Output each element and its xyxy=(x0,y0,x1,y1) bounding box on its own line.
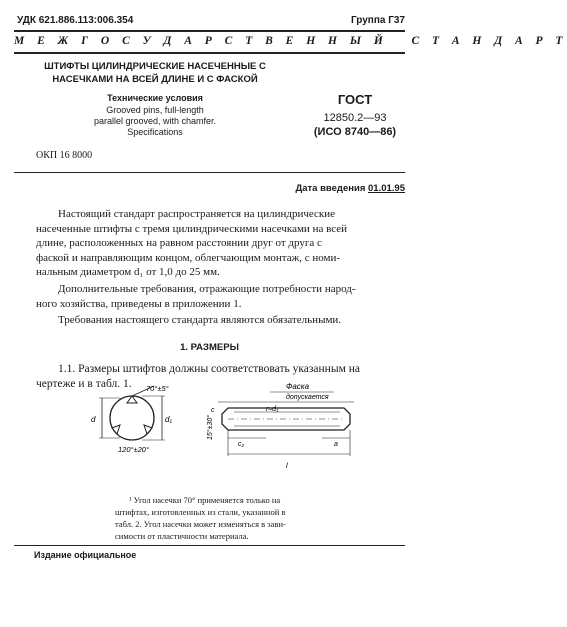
section-line-2: чертеже и в табл. 1. xyxy=(36,377,132,390)
footnote-line-4: симости от пластичности материала. xyxy=(115,531,249,541)
c2-label: c₂ xyxy=(238,441,245,448)
angle-label-top: 70°±5° xyxy=(146,384,169,393)
effective-date-label: Дата введения xyxy=(295,183,366,194)
subtitle: Технические условия xyxy=(107,93,203,103)
section-line-1: 1.1. Размеры штифтов должны соответствовать указанным на xyxy=(58,363,360,375)
c-label: c xyxy=(211,407,215,414)
intro-p2-line-2: ного хозяйства, приведены в приложении 1. xyxy=(36,297,242,310)
effective-date-value: 01.01.95 xyxy=(368,183,405,194)
footnote xyxy=(115,494,403,542)
header-rule-top xyxy=(14,30,405,32)
document-title xyxy=(20,60,290,86)
groove-notch-right xyxy=(144,425,152,434)
iso-number: (ИСО 8740—86) xyxy=(313,126,397,138)
intro-line-3: длине, расположенных на равном расстоянии друг от друга с xyxy=(36,237,322,249)
english-title xyxy=(20,105,290,138)
date-rule xyxy=(14,172,405,173)
group-code: Группа Г37 xyxy=(350,15,405,26)
footnote-line-2: штифтах, изготовленных из стали, указанной в xyxy=(115,507,286,517)
english-title-line-1: Grooved pins, full-length xyxy=(106,105,204,115)
cross-section-drawing xyxy=(84,382,194,462)
label-d: d xyxy=(91,415,96,424)
udk-code: УДК 621.886.113:006.354 xyxy=(17,15,134,26)
title-line-1: ШТИФТЫ ЦИЛИНДРИЧЕСКИЕ НАСЕЧЕННЫЕ С xyxy=(44,61,266,72)
intro-p2-line-1: Дополнительные требования, отражающие потребности народ- xyxy=(58,283,356,295)
section-heading: 1. РАЗМЕРЫ xyxy=(180,342,239,353)
english-title-line-2: parallel grooved, with chamfer. xyxy=(93,116,217,126)
footnote-line-1: ¹ Угол насечки 70° применяется только на xyxy=(129,495,281,505)
title-line-2: НАСЕЧКАМИ НА ВСЕЙ ДЛИНЕ И С ФАСКОЙ xyxy=(52,74,258,85)
chamfer-sub-label: допускается xyxy=(286,394,329,401)
intro-paragraph-1 xyxy=(36,207,404,280)
intro-line-2: насеченные штифты с тремя цилиндрическими насечками на всей xyxy=(36,222,348,235)
okp-code: ОКП 16 8000 xyxy=(36,150,93,161)
chamfer-angle-label: 15°±30° xyxy=(207,414,214,440)
footnote-line-3: табл. 2. Угол насечки может изменяться в зави- xyxy=(115,519,286,529)
chamfer-label: Фаска xyxy=(286,382,310,391)
l-label: l xyxy=(286,461,288,470)
groove-notch-left xyxy=(112,425,120,434)
intro-line-4: фаской и направляющим концом, облегчающим монтаж, с номи- xyxy=(36,251,341,264)
header-rule-bottom xyxy=(14,52,405,54)
intro-paragraph-2 xyxy=(36,282,404,311)
official-edition: Издание официальное xyxy=(34,550,137,560)
intro-line-5: нальным диаметром d₁ от 1,0 до 25 мм. xyxy=(36,266,220,278)
radius-label: r≈d₁ xyxy=(266,406,279,413)
intro-paragraph-3: Требования настоящего стандарта являются обязательными. xyxy=(58,314,342,326)
footer-rule xyxy=(14,545,405,546)
gost-label: ГОСТ xyxy=(337,92,373,107)
a-label: a xyxy=(334,441,338,448)
english-title-line-3: Specifications xyxy=(127,127,183,137)
label-d1: d₁ xyxy=(165,415,172,424)
standard-banner: М Е Ж Г О С У Д А Р С Т В Е Н Н Ы Й С Т А Н Д А Р Т xyxy=(14,35,567,47)
intro-line-1: Настоящий стандарт распространяется на цилиндрические xyxy=(58,208,336,220)
effective-date xyxy=(295,183,405,194)
side-view-drawing xyxy=(204,376,404,472)
notch-angle-label: 120°±20° xyxy=(118,445,149,454)
groove-notch-top xyxy=(127,396,137,403)
gost-number: 12850.2—93 xyxy=(323,112,387,124)
